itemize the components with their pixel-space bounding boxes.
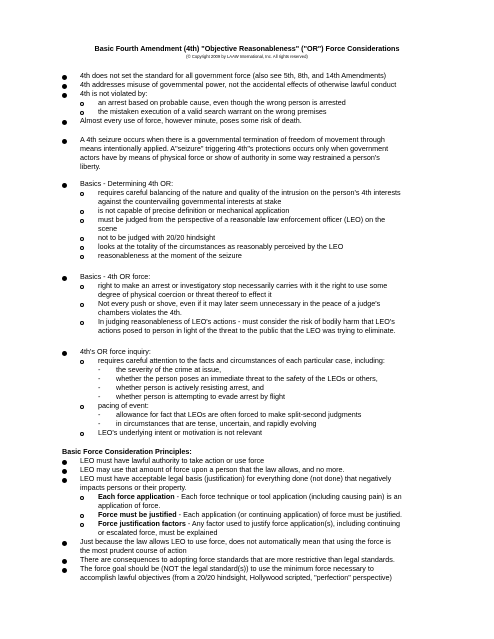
list-item: The force goal should be (NOT the legal standard(s)) to use the minimum force necessary to [80, 564, 374, 573]
list-item: 4th is not violated by: [80, 89, 148, 98]
list-item: LEO must have acceptable legal basis (justification) for everything done (not done) that negatively [80, 474, 392, 483]
sub-bullet [80, 111, 84, 115]
list-item: the mistaken execution of a valid search warrant on the wrong premises [98, 107, 327, 116]
paragraph-line: liberty. [80, 162, 101, 171]
list-item: actions posed to person in light of the threat to the public that the LEO was trying to eliminate. [98, 326, 396, 335]
list-item: LEO's underlying intent or motivation is not relevant [98, 428, 262, 437]
force-term: Each force application [98, 492, 175, 501]
list-item: not to be judged with 20/20 hindsight [98, 233, 216, 242]
list-item: 4th does not set the standard for all government force (also see 5th, 8th, and 14th Amendments) [80, 71, 387, 80]
sub-bullet [80, 210, 84, 214]
list-item [98, 492, 402, 501]
sub-bullet [80, 321, 84, 325]
list-item: impacts persons or their property. [80, 483, 187, 492]
list-item: scene [98, 224, 118, 233]
list-item: in circumstances that are tense, uncertain, and rapidly evolving [116, 419, 317, 428]
bullet [62, 559, 67, 564]
force-term: Force must be justified [98, 510, 177, 519]
sub-bullet [80, 102, 84, 106]
document-title: Basic Fourth Amendment (4th) "Objective Reasonableness" ("OR") Force Considerations [94, 44, 400, 53]
dash-marker: - [98, 392, 101, 401]
copyright-notice: (© Copyright 2009 by LAAW International, Inc. All rights reserved) [186, 54, 308, 59]
paragraph-line: A 4th seizure occurs when there is a governmental termination of freedom of movement through [80, 135, 385, 144]
bullet [62, 120, 67, 125]
list-item: LEO must have lawful authority to take action or use force [80, 456, 265, 465]
list-item: accomplish lawful objectives (from a 20/20 hindsight, Hollywood scripted, "perfection" perspective) [80, 573, 392, 582]
bullet [62, 93, 67, 98]
bullet [62, 183, 67, 188]
sub-bullet [80, 219, 84, 223]
list-item: must be judged from the perspective of a reasonable law enforcement officer (LEO) on the [98, 215, 386, 224]
sub-bullet [80, 432, 84, 436]
list-item: whether person is attempting to evade arrest by flight [116, 392, 285, 401]
sub-bullet [80, 523, 84, 527]
sub-bullet [80, 360, 84, 364]
list-item: chambers violates the 4th. [98, 308, 182, 317]
list-item: pacing of event: [98, 401, 149, 410]
list-item: requires careful attention to the facts and circumstances of each particular case, including: [98, 356, 385, 365]
sub-bullet [80, 246, 84, 250]
sub-bullet [80, 192, 84, 196]
list-item: Just because the law allows LEO to use force, does not automatically mean that using the force is [80, 537, 391, 546]
list-item: In judging reasonableness of LEO's actions - must consider the risk of bodily harm that LEO's [98, 317, 395, 326]
list-item: the most prudent course of action [80, 546, 187, 555]
dash-marker: - [98, 374, 101, 383]
paragraph-line: means intentionally applied. A"seizure" triggering 4th"s protections occurs only when government [80, 144, 389, 153]
bullet [62, 351, 67, 356]
dash-marker: - [98, 410, 101, 419]
list-item: whether person is actively resisting arrest, and [116, 383, 264, 392]
section-heading: Basics - Determining 4th OR: [80, 179, 174, 188]
bullet [62, 541, 67, 546]
list-item: There are consequences to adopting force standards that are more restrictive than legal standards. [80, 555, 395, 564]
list-item: an arrest based on probable cause, even though the wrong person is arrested [98, 98, 346, 107]
list-item: application of force. [98, 501, 161, 510]
list-item [98, 510, 402, 519]
list-item: the severity of the crime at issue, [116, 365, 222, 374]
list-item: degree of physical coercion or threat thereof to effect it [98, 290, 272, 299]
dash-marker: - [98, 383, 101, 392]
sub-bullet [80, 255, 84, 259]
force-term-desc: - Each application (or continuing application) of force must be justified. [176, 510, 403, 519]
bullet [62, 469, 67, 474]
list-item: or escalated force, must be explained [98, 528, 218, 537]
dash-marker: - [98, 365, 101, 374]
list-item: Not every push or shove, even if it may later seem unnecessary in the peace of a judge's [98, 299, 381, 308]
list-item: LEO may use that amount of force upon a person that the law allows, and no more. [80, 465, 345, 474]
section-heading: Basics - 4th OR force: [80, 272, 151, 281]
sub-bullet [80, 285, 84, 289]
sub-bullet [80, 514, 84, 518]
force-term-desc: - Any factor used to justify force application(s), including continuing [185, 519, 401, 528]
bullet [62, 568, 67, 573]
list-item [98, 519, 400, 528]
list-item: reasonableness at the moment of the seizure [98, 251, 242, 260]
bullet [62, 460, 67, 465]
force-term-desc: - Each force technique or tool application (including causing pain) is an [174, 492, 402, 501]
sub-bullet [80, 496, 84, 500]
list-item: requires careful balancing of the nature and quality of the intrusion on the person's 4th interests [98, 188, 401, 197]
list-item: right to make an arrest or investigatory stop necessarily carries with it the right to use some [98, 281, 388, 290]
bullet [62, 276, 67, 281]
list-item: 4th addresses misuse of governmental power, not the accidental effects of otherwise lawful conduct [80, 80, 397, 89]
section-heading: 4th's OR force inquiry: [80, 347, 151, 356]
principles-heading: Basic Force Consideration Principles: [62, 447, 192, 456]
sub-bullet [80, 237, 84, 241]
list-item: is not capable of precise definition or mechanical application [98, 206, 290, 215]
list-item: whether the person poses an immediate threat to the safety of the LEOs or others, [116, 374, 378, 383]
bullet [62, 478, 67, 483]
sub-bullet [80, 303, 84, 307]
sub-bullet [80, 405, 84, 409]
bullet [62, 75, 67, 80]
bullet [62, 84, 67, 89]
dash-marker: - [98, 419, 101, 428]
force-term: Force justification factors [98, 519, 186, 528]
bullet [62, 139, 67, 144]
list-item: Almost every use of force, however minute, poses some risk of death. [80, 116, 302, 125]
list-item: looks at the totality of the circumstances as reasonably perceived by the LEO [98, 242, 344, 251]
list-item: against the countervailing governmental interests at stake [98, 197, 282, 206]
list-item: allowance for fact that LEOs are often forced to make split-second judgments [116, 410, 362, 419]
paragraph-line: actors have by means of physical force or show of authority in some way restrained a person's [80, 153, 380, 162]
